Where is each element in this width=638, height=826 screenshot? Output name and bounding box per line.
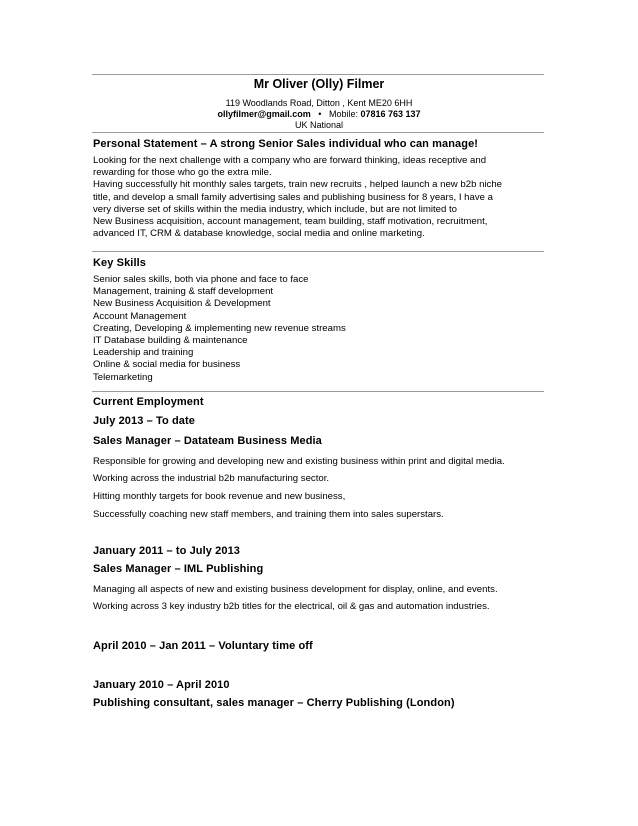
key-skills-heading: Key Skills: [93, 257, 146, 269]
job-dates: January 2010 – April 2010: [93, 679, 230, 691]
email: ollyfilmer@gmail.com: [217, 109, 311, 119]
employment-gap: April 2010 – Jan 2011 – Voluntary time off: [93, 640, 313, 652]
skill-item: New Business Acquisition & Development: [93, 298, 271, 310]
key-skills-list: [93, 274, 543, 384]
skill-item: Management, training & staff development: [93, 286, 274, 298]
job-detail: Working across 3 key industry b2b titles for the electrical, oil & gas and automation industries.: [93, 601, 490, 612]
divider: [92, 251, 544, 252]
job-title: Sales Manager – Datateam Business Media: [93, 435, 322, 447]
candidate-name: Mr Oliver (Olly) Filmer: [253, 77, 385, 91]
skill-item: Account Management: [93, 310, 187, 322]
divider: [92, 132, 544, 133]
statement-line: Looking for the next challenge with a company who are forward thinking, ideas receptive and: [93, 155, 487, 166]
statement-line: rewarding for those who go the extra mile.: [93, 167, 272, 179]
job-title: Sales Manager – IML Publishing: [93, 563, 264, 575]
bullet-separator: •: [318, 109, 322, 119]
statement-line: title, and develop a small family advertising sales and publishing business for 8 years, I have a: [93, 191, 493, 203]
skill-item: Creating, Developing & implementing new revenue streams: [93, 322, 346, 334]
job-dates: January 2011 – to July 2013: [93, 545, 241, 557]
skill-item: Leadership and training: [93, 347, 194, 359]
job-detail: Working across the industrial b2b manufacturing sector.: [93, 473, 330, 484]
current-employment-heading: Current Employment: [93, 396, 204, 408]
divider: [92, 391, 544, 392]
job-detail: Hitting monthly targets for book revenue and new business,: [93, 491, 346, 502]
address: 119 Woodlands Road, Ditton , Kent ME20 6HH: [225, 98, 413, 108]
divider: [92, 74, 544, 75]
skill-item: Online & social media for business: [93, 359, 241, 371]
job-detail: Managing all aspects of new and existing business development for display, online, and events.: [93, 584, 498, 595]
personal-statement-text: [93, 155, 543, 240]
statement-line: very diverse set of skills within the media industry, which include, but are not limited to: [93, 203, 458, 215]
statement-line: Having successfully hit monthly sales targets, train new recruits , helped launch a new b2b niche: [93, 179, 503, 191]
contact-line: [0, 109, 638, 120]
skill-item: Senior sales skills, both via phone and face to face: [93, 274, 309, 285]
mobile-number: 07816 763 137: [360, 109, 421, 119]
statement-line: advanced IT, CRM & database knowledge, social media and online marketing.: [93, 228, 425, 240]
skill-item: IT Database building & maintenance: [93, 335, 248, 347]
mobile-label: Mobile:: [328, 109, 358, 119]
skill-item: Telemarketing: [93, 371, 153, 383]
statement-line: New Business acquisition, account management, team building, staff motivation, recruitment,: [93, 216, 488, 228]
job-detail: Successfully coaching new staff members, and training them into sales superstars.: [93, 509, 444, 520]
nationality: UK National: [294, 120, 344, 130]
job-dates: July 2013 – To date: [93, 415, 195, 427]
personal-statement-heading: Personal Statement – A strong Senior Sales individual who can manage!: [93, 138, 479, 150]
job-title: Publishing consultant, sales manager – Cherry Publishing (London): [93, 697, 455, 709]
job-detail: Responsible for growing and developing new and existing business within print and digital media.: [93, 456, 505, 467]
